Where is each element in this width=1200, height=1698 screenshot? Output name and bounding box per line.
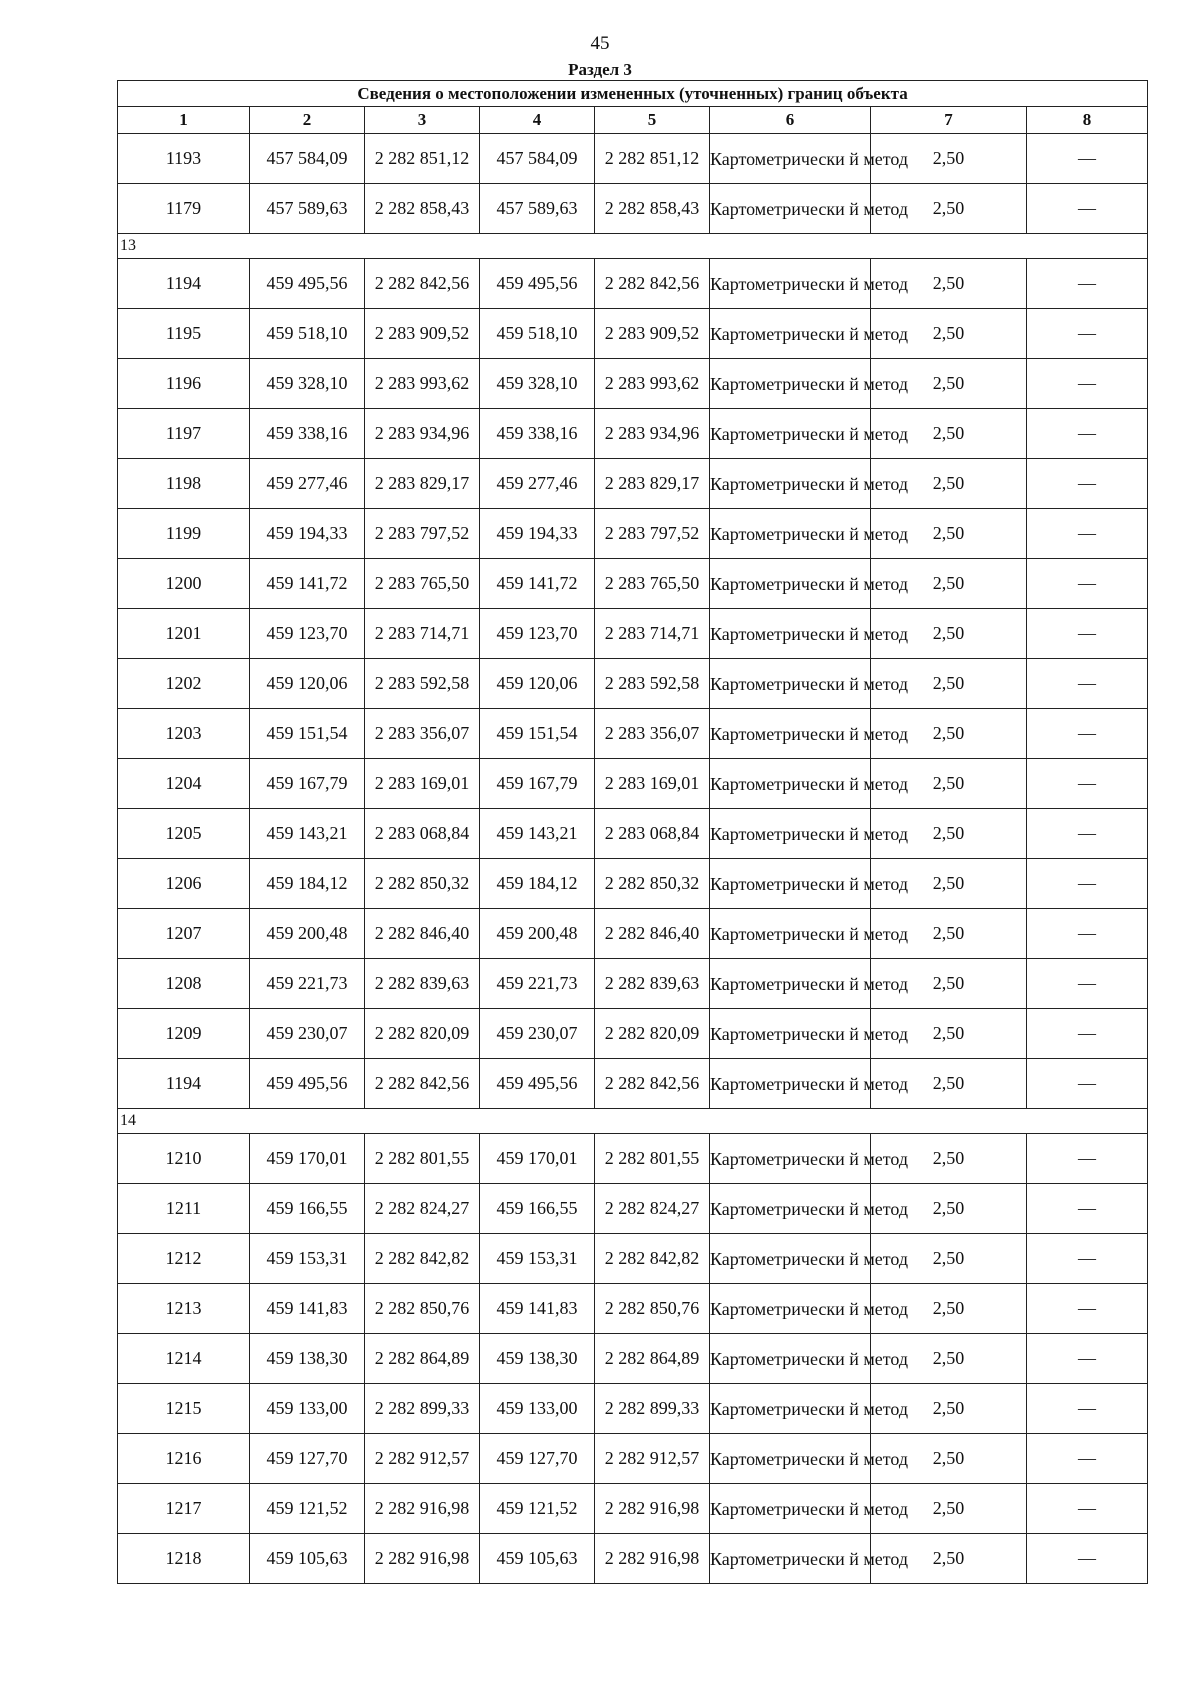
y-old-cell: 2 282 839,63 bbox=[365, 959, 480, 1009]
accuracy-cell: 2,50 bbox=[871, 1234, 1027, 1284]
table-row bbox=[118, 1284, 1148, 1334]
point-id-cell: 1209 bbox=[118, 1009, 250, 1059]
x-old-cell: 459 151,54 bbox=[250, 709, 365, 759]
accuracy-cell: 2,50 bbox=[871, 1059, 1027, 1109]
method-cell: Картометрически й метод bbox=[710, 1284, 871, 1334]
y-new-cell: 2 282 899,33 bbox=[595, 1384, 710, 1434]
note-cell: — bbox=[1027, 309, 1148, 359]
y-old-cell: 2 282 899,33 bbox=[365, 1384, 480, 1434]
table-row bbox=[118, 809, 1148, 859]
y-new-cell: 2 282 850,76 bbox=[595, 1284, 710, 1334]
y-old-cell: 2 283 797,52 bbox=[365, 509, 480, 559]
table-row bbox=[118, 959, 1148, 1009]
method-cell: Картометрически й метод bbox=[710, 709, 871, 759]
point-id-cell: 1213 bbox=[118, 1284, 250, 1334]
y-new-cell: 2 283 829,17 bbox=[595, 459, 710, 509]
note-cell: — bbox=[1027, 1334, 1148, 1384]
table-row bbox=[118, 509, 1148, 559]
table-row bbox=[118, 609, 1148, 659]
y-old-cell: 2 283 829,17 bbox=[365, 459, 480, 509]
table-row bbox=[118, 134, 1148, 184]
contour-group-row bbox=[118, 1109, 1148, 1134]
x-new-cell: 459 221,73 bbox=[480, 959, 595, 1009]
note-cell: — bbox=[1027, 359, 1148, 409]
method-cell: Картометрически й метод bbox=[710, 1234, 871, 1284]
method-cell: Картометрически й метод bbox=[710, 659, 871, 709]
method-cell: Картометрически й метод bbox=[710, 1484, 871, 1534]
column-number: 1 bbox=[118, 107, 250, 134]
table-body bbox=[118, 134, 1148, 1584]
method-cell: Картометрически й метод bbox=[710, 259, 871, 309]
y-old-cell: 2 283 714,71 bbox=[365, 609, 480, 659]
note-cell: — bbox=[1027, 759, 1148, 809]
method-cell: Картометрически й метод bbox=[710, 759, 871, 809]
y-new-cell: 2 282 916,98 bbox=[595, 1534, 710, 1584]
page-number: 45 bbox=[590, 33, 610, 54]
x-old-cell: 459 328,10 bbox=[250, 359, 365, 409]
y-new-cell: 2 283 797,52 bbox=[595, 509, 710, 559]
point-id-cell: 1201 bbox=[118, 609, 250, 659]
y-old-cell: 2 282 850,76 bbox=[365, 1284, 480, 1334]
note-cell: — bbox=[1027, 859, 1148, 909]
x-new-cell: 459 166,55 bbox=[480, 1184, 595, 1234]
note-cell: — bbox=[1027, 559, 1148, 609]
column-number: 6 bbox=[710, 107, 871, 134]
y-old-cell: 2 283 068,84 bbox=[365, 809, 480, 859]
x-new-cell: 459 121,52 bbox=[480, 1484, 595, 1534]
x-old-cell: 459 200,48 bbox=[250, 909, 365, 959]
accuracy-cell: 2,50 bbox=[871, 1334, 1027, 1384]
accuracy-cell: 2,50 bbox=[871, 1009, 1027, 1059]
method-cell: Картометрически й метод bbox=[710, 1184, 871, 1234]
point-id-cell: 1199 bbox=[118, 509, 250, 559]
table-row bbox=[118, 184, 1148, 234]
method-cell: Картометрически й метод bbox=[710, 959, 871, 1009]
point-id-cell: 1205 bbox=[118, 809, 250, 859]
accuracy-cell: 2,50 bbox=[871, 959, 1027, 1009]
accuracy-cell: 2,50 bbox=[871, 309, 1027, 359]
point-id-cell: 1208 bbox=[118, 959, 250, 1009]
y-new-cell: 2 283 909,52 bbox=[595, 309, 710, 359]
table-row bbox=[118, 1234, 1148, 1284]
method-cell: Картометрически й метод bbox=[710, 309, 871, 359]
x-old-cell: 459 120,06 bbox=[250, 659, 365, 709]
y-new-cell: 2 282 864,89 bbox=[595, 1334, 710, 1384]
column-number: 2 bbox=[250, 107, 365, 134]
section-title: Раздел 3 bbox=[568, 60, 632, 79]
x-new-cell: 459 133,00 bbox=[480, 1384, 595, 1434]
table-row bbox=[118, 409, 1148, 459]
y-new-cell: 2 283 068,84 bbox=[595, 809, 710, 859]
point-id-cell: 1196 bbox=[118, 359, 250, 409]
point-id-cell: 1204 bbox=[118, 759, 250, 809]
point-id-cell: 1207 bbox=[118, 909, 250, 959]
y-new-cell: 2 282 820,09 bbox=[595, 1009, 710, 1059]
table-row bbox=[118, 759, 1148, 809]
note-cell: — bbox=[1027, 409, 1148, 459]
table-row bbox=[118, 709, 1148, 759]
x-new-cell: 459 123,70 bbox=[480, 609, 595, 659]
note-cell: — bbox=[1027, 1534, 1148, 1584]
column-number: 5 bbox=[595, 107, 710, 134]
accuracy-cell: 2,50 bbox=[871, 1434, 1027, 1484]
method-cell: Картометрически й метод bbox=[710, 509, 871, 559]
accuracy-cell: 2,50 bbox=[871, 709, 1027, 759]
x-new-cell: 459 184,12 bbox=[480, 859, 595, 909]
note-cell: — bbox=[1027, 134, 1148, 184]
table-row bbox=[118, 1009, 1148, 1059]
x-old-cell: 459 230,07 bbox=[250, 1009, 365, 1059]
note-cell: — bbox=[1027, 1434, 1148, 1484]
x-new-cell: 459 141,72 bbox=[480, 559, 595, 609]
note-cell: — bbox=[1027, 909, 1148, 959]
y-old-cell: 2 282 846,40 bbox=[365, 909, 480, 959]
y-old-cell: 2 282 842,56 bbox=[365, 259, 480, 309]
accuracy-cell: 2,50 bbox=[871, 459, 1027, 509]
x-old-cell: 459 138,30 bbox=[250, 1334, 365, 1384]
x-old-cell: 459 184,12 bbox=[250, 859, 365, 909]
y-new-cell: 2 282 850,32 bbox=[595, 859, 710, 909]
accuracy-cell: 2,50 bbox=[871, 1184, 1027, 1234]
method-cell: Картометрически й метод bbox=[710, 1534, 871, 1584]
note-cell: — bbox=[1027, 1234, 1148, 1284]
x-old-cell: 459 153,31 bbox=[250, 1234, 365, 1284]
y-new-cell: 2 282 842,82 bbox=[595, 1234, 710, 1284]
method-cell: Картометрически й метод bbox=[710, 809, 871, 859]
x-new-cell: 459 328,10 bbox=[480, 359, 595, 409]
note-cell: — bbox=[1027, 259, 1148, 309]
y-new-cell: 2 282 842,56 bbox=[595, 259, 710, 309]
y-new-cell: 2 282 839,63 bbox=[595, 959, 710, 1009]
accuracy-cell: 2,50 bbox=[871, 509, 1027, 559]
point-id-cell: 1211 bbox=[118, 1184, 250, 1234]
x-new-cell: 459 167,79 bbox=[480, 759, 595, 809]
contour-group-row bbox=[118, 234, 1148, 259]
column-number: 7 bbox=[871, 107, 1027, 134]
table-row bbox=[118, 1059, 1148, 1109]
x-new-cell: 459 138,30 bbox=[480, 1334, 595, 1384]
y-new-cell: 2 283 993,62 bbox=[595, 359, 710, 409]
point-id-cell: 1203 bbox=[118, 709, 250, 759]
x-old-cell: 459 123,70 bbox=[250, 609, 365, 659]
point-id-cell: 1217 bbox=[118, 1484, 250, 1534]
point-id-cell: 1194 bbox=[118, 1059, 250, 1109]
note-cell: — bbox=[1027, 809, 1148, 859]
x-old-cell: 459 167,79 bbox=[250, 759, 365, 809]
y-old-cell: 2 282 824,27 bbox=[365, 1184, 480, 1234]
table-row bbox=[118, 659, 1148, 709]
table-row bbox=[118, 1184, 1148, 1234]
y-new-cell: 2 282 824,27 bbox=[595, 1184, 710, 1234]
accuracy-cell: 2,50 bbox=[871, 909, 1027, 959]
x-old-cell: 459 133,00 bbox=[250, 1384, 365, 1434]
x-new-cell: 459 200,48 bbox=[480, 909, 595, 959]
note-cell: — bbox=[1027, 1484, 1148, 1534]
column-number: 8 bbox=[1027, 107, 1148, 134]
y-new-cell: 2 283 934,96 bbox=[595, 409, 710, 459]
x-old-cell: 459 143,21 bbox=[250, 809, 365, 859]
contour-number: 13 bbox=[118, 234, 1148, 259]
x-new-cell: 459 127,70 bbox=[480, 1434, 595, 1484]
point-id-cell: 1179 bbox=[118, 184, 250, 234]
x-old-cell: 459 518,10 bbox=[250, 309, 365, 359]
point-id-cell: 1210 bbox=[118, 1134, 250, 1184]
y-old-cell: 2 283 993,62 bbox=[365, 359, 480, 409]
y-old-cell: 2 282 858,43 bbox=[365, 184, 480, 234]
y-old-cell: 2 283 765,50 bbox=[365, 559, 480, 609]
point-id-cell: 1197 bbox=[118, 409, 250, 459]
point-id-cell: 1214 bbox=[118, 1334, 250, 1384]
point-id-cell: 1202 bbox=[118, 659, 250, 709]
y-new-cell: 2 282 851,12 bbox=[595, 134, 710, 184]
x-new-cell: 459 141,83 bbox=[480, 1284, 595, 1334]
y-old-cell: 2 282 842,56 bbox=[365, 1059, 480, 1109]
boundary-table bbox=[117, 80, 1148, 1584]
y-new-cell: 2 282 801,55 bbox=[595, 1134, 710, 1184]
point-id-cell: 1198 bbox=[118, 459, 250, 509]
accuracy-cell: 2,50 bbox=[871, 1284, 1027, 1334]
method-cell: Картометрически й метод bbox=[710, 909, 871, 959]
accuracy-cell: 2,50 bbox=[871, 259, 1027, 309]
note-cell: — bbox=[1027, 1384, 1148, 1434]
point-id-cell: 1212 bbox=[118, 1234, 250, 1284]
accuracy-cell: 2,50 bbox=[871, 1134, 1027, 1184]
table-row bbox=[118, 309, 1148, 359]
note-cell: — bbox=[1027, 1009, 1148, 1059]
method-cell: Картометрически й метод bbox=[710, 359, 871, 409]
accuracy-cell: 2,50 bbox=[871, 659, 1027, 709]
x-old-cell: 457 584,09 bbox=[250, 134, 365, 184]
y-old-cell: 2 282 801,55 bbox=[365, 1134, 480, 1184]
y-old-cell: 2 283 909,52 bbox=[365, 309, 480, 359]
x-new-cell: 459 495,56 bbox=[480, 259, 595, 309]
method-cell: Картометрически й метод bbox=[710, 559, 871, 609]
table-row bbox=[118, 259, 1148, 309]
x-new-cell: 459 518,10 bbox=[480, 309, 595, 359]
method-cell: Картометрически й метод bbox=[710, 1384, 871, 1434]
y-old-cell: 2 283 169,01 bbox=[365, 759, 480, 809]
x-new-cell: 459 153,31 bbox=[480, 1234, 595, 1284]
point-id-cell: 1193 bbox=[118, 134, 250, 184]
x-old-cell: 459 141,83 bbox=[250, 1284, 365, 1334]
point-id-cell: 1218 bbox=[118, 1534, 250, 1584]
x-new-cell: 459 230,07 bbox=[480, 1009, 595, 1059]
accuracy-cell: 2,50 bbox=[871, 184, 1027, 234]
accuracy-cell: 2,50 bbox=[871, 409, 1027, 459]
method-cell: Картометрически й метод bbox=[710, 459, 871, 509]
column-number: 4 bbox=[480, 107, 595, 134]
table-row bbox=[118, 359, 1148, 409]
y-new-cell: 2 282 858,43 bbox=[595, 184, 710, 234]
table-row bbox=[118, 1534, 1148, 1584]
x-new-cell: 459 277,46 bbox=[480, 459, 595, 509]
y-old-cell: 2 282 842,82 bbox=[365, 1234, 480, 1284]
y-old-cell: 2 283 356,07 bbox=[365, 709, 480, 759]
method-cell: Картометрически й метод bbox=[710, 1059, 871, 1109]
note-cell: — bbox=[1027, 1134, 1148, 1184]
method-cell: Картометрически й метод bbox=[710, 184, 871, 234]
accuracy-cell: 2,50 bbox=[871, 134, 1027, 184]
point-id-cell: 1216 bbox=[118, 1434, 250, 1484]
note-cell: — bbox=[1027, 959, 1148, 1009]
table-row bbox=[118, 1134, 1148, 1184]
accuracy-cell: 2,50 bbox=[871, 859, 1027, 909]
accuracy-cell: 2,50 bbox=[871, 1534, 1027, 1584]
x-old-cell: 459 170,01 bbox=[250, 1134, 365, 1184]
y-old-cell: 2 282 820,09 bbox=[365, 1009, 480, 1059]
accuracy-cell: 2,50 bbox=[871, 1384, 1027, 1434]
x-old-cell: 459 141,72 bbox=[250, 559, 365, 609]
y-new-cell: 2 283 765,50 bbox=[595, 559, 710, 609]
method-cell: Картометрически й метод bbox=[710, 1009, 871, 1059]
y-new-cell: 2 282 842,56 bbox=[595, 1059, 710, 1109]
x-old-cell: 459 166,55 bbox=[250, 1184, 365, 1234]
table-row bbox=[118, 559, 1148, 609]
contour-number: 14 bbox=[118, 1109, 1148, 1134]
y-new-cell: 2 283 714,71 bbox=[595, 609, 710, 659]
table-row bbox=[118, 1334, 1148, 1384]
x-old-cell: 459 495,56 bbox=[250, 259, 365, 309]
accuracy-cell: 2,50 bbox=[871, 359, 1027, 409]
note-cell: — bbox=[1027, 609, 1148, 659]
accuracy-cell: 2,50 bbox=[871, 559, 1027, 609]
note-cell: — bbox=[1027, 1184, 1148, 1234]
x-old-cell: 457 589,63 bbox=[250, 184, 365, 234]
x-old-cell: 459 221,73 bbox=[250, 959, 365, 1009]
note-cell: — bbox=[1027, 509, 1148, 559]
method-cell: Картометрически й метод bbox=[710, 134, 871, 184]
y-old-cell: 2 283 934,96 bbox=[365, 409, 480, 459]
accuracy-cell: 2,50 bbox=[871, 759, 1027, 809]
x-new-cell: 457 584,09 bbox=[480, 134, 595, 184]
point-id-cell: 1195 bbox=[118, 309, 250, 359]
x-old-cell: 459 121,52 bbox=[250, 1484, 365, 1534]
note-cell: — bbox=[1027, 459, 1148, 509]
y-new-cell: 2 282 846,40 bbox=[595, 909, 710, 959]
x-new-cell: 459 143,21 bbox=[480, 809, 595, 859]
x-old-cell: 459 495,56 bbox=[250, 1059, 365, 1109]
x-new-cell: 459 105,63 bbox=[480, 1534, 595, 1584]
x-new-cell: 459 495,56 bbox=[480, 1059, 595, 1109]
method-cell: Картометрически й метод bbox=[710, 609, 871, 659]
table-row bbox=[118, 859, 1148, 909]
method-cell: Картометрически й метод bbox=[710, 1134, 871, 1184]
method-cell: Картометрически й метод bbox=[710, 859, 871, 909]
x-old-cell: 459 127,70 bbox=[250, 1434, 365, 1484]
x-old-cell: 459 338,16 bbox=[250, 409, 365, 459]
x-old-cell: 459 105,63 bbox=[250, 1534, 365, 1584]
note-cell: — bbox=[1027, 1059, 1148, 1109]
x-old-cell: 459 194,33 bbox=[250, 509, 365, 559]
note-cell: — bbox=[1027, 709, 1148, 759]
accuracy-cell: 2,50 bbox=[871, 1484, 1027, 1534]
point-id-cell: 1200 bbox=[118, 559, 250, 609]
y-new-cell: 2 283 592,58 bbox=[595, 659, 710, 709]
x-new-cell: 459 338,16 bbox=[480, 409, 595, 459]
y-old-cell: 2 282 864,89 bbox=[365, 1334, 480, 1384]
y-old-cell: 2 282 912,57 bbox=[365, 1434, 480, 1484]
method-cell: Картометрически й метод bbox=[710, 409, 871, 459]
table-row bbox=[118, 1434, 1148, 1484]
y-new-cell: 2 282 916,98 bbox=[595, 1484, 710, 1534]
x-new-cell: 459 120,06 bbox=[480, 659, 595, 709]
note-cell: — bbox=[1027, 184, 1148, 234]
y-old-cell: 2 282 916,98 bbox=[365, 1534, 480, 1584]
column-number: 3 bbox=[365, 107, 480, 134]
y-old-cell: 2 282 851,12 bbox=[365, 134, 480, 184]
x-new-cell: 459 194,33 bbox=[480, 509, 595, 559]
point-id-cell: 1215 bbox=[118, 1384, 250, 1434]
table-caption: Сведения о местоположении измененных (уточненных) границ объекта bbox=[118, 81, 1148, 107]
x-old-cell: 459 277,46 bbox=[250, 459, 365, 509]
table-row bbox=[118, 1484, 1148, 1534]
point-id-cell: 1194 bbox=[118, 259, 250, 309]
point-id-cell: 1206 bbox=[118, 859, 250, 909]
y-new-cell: 2 283 356,07 bbox=[595, 709, 710, 759]
method-cell: Картометрически й метод bbox=[710, 1334, 871, 1384]
table-row bbox=[118, 459, 1148, 509]
table-row bbox=[118, 909, 1148, 959]
y-old-cell: 2 283 592,58 bbox=[365, 659, 480, 709]
y-old-cell: 2 282 916,98 bbox=[365, 1484, 480, 1534]
x-new-cell: 459 170,01 bbox=[480, 1134, 595, 1184]
y-old-cell: 2 282 850,32 bbox=[365, 859, 480, 909]
method-cell: Картометрически й метод bbox=[710, 1434, 871, 1484]
column-number-row bbox=[118, 107, 1148, 134]
table-row bbox=[118, 1384, 1148, 1434]
y-new-cell: 2 282 912,57 bbox=[595, 1434, 710, 1484]
note-cell: — bbox=[1027, 659, 1148, 709]
y-new-cell: 2 283 169,01 bbox=[595, 759, 710, 809]
note-cell: — bbox=[1027, 1284, 1148, 1334]
accuracy-cell: 2,50 bbox=[871, 809, 1027, 859]
x-new-cell: 459 151,54 bbox=[480, 709, 595, 759]
x-new-cell: 457 589,63 bbox=[480, 184, 595, 234]
accuracy-cell: 2,50 bbox=[871, 609, 1027, 659]
